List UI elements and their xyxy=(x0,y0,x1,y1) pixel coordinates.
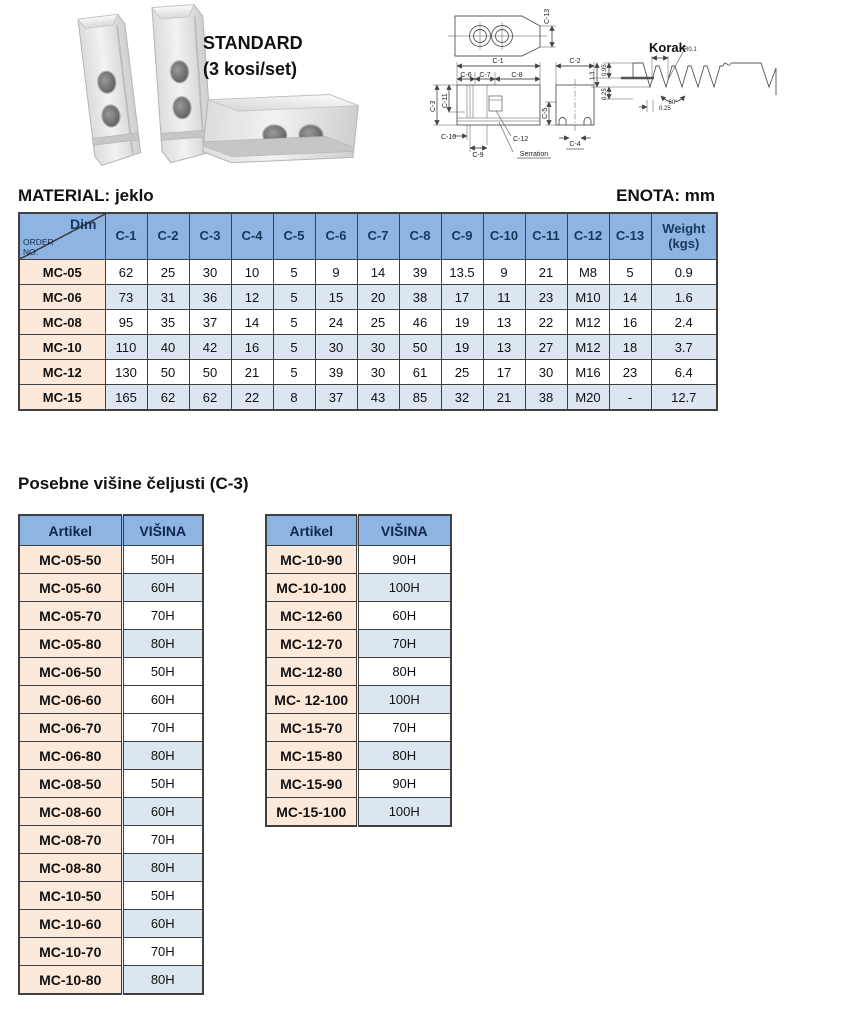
dimension-cell: 14 xyxy=(357,260,399,285)
dimension-cell: 10 xyxy=(231,260,273,285)
artikel-cell: MC-06-70 xyxy=(19,714,122,742)
table-row xyxy=(19,742,203,770)
artikel-cell: MC-15-90 xyxy=(266,770,357,798)
table-row xyxy=(19,854,203,882)
unit-label: ENOTA: mm xyxy=(616,186,715,205)
dim-label-c7: C-7 xyxy=(479,72,491,79)
dimension-cell: 11 xyxy=(483,285,525,310)
corner-order-label: ORDER NO. xyxy=(23,237,54,257)
special-heights-heading: Posebne višine čeljusti (C-3) xyxy=(18,474,249,493)
dimension-cell: 43 xyxy=(357,385,399,411)
dimension-cell: 0.9 xyxy=(651,260,717,285)
visina-cell: 50H xyxy=(122,658,203,686)
dimension-cell: 18 xyxy=(609,335,651,360)
dimension-cell: M10 xyxy=(567,285,609,310)
dimension-drawing xyxy=(425,0,842,175)
jaw-block-lying xyxy=(202,82,359,175)
visina-cell: 80H xyxy=(122,742,203,770)
dimension-cell: 22 xyxy=(525,310,567,335)
table-row xyxy=(19,285,717,310)
table-row xyxy=(19,602,203,630)
dimension-cell: 6.4 xyxy=(651,360,717,385)
dimension-cell: 5 xyxy=(273,260,315,285)
technical-drawing xyxy=(425,0,842,180)
header-row xyxy=(266,515,451,546)
dimension-cell: 30 xyxy=(189,260,231,285)
radius-label: R0.1 xyxy=(684,47,697,53)
dimension-cell: 30 xyxy=(357,360,399,385)
dimension-cell: 39 xyxy=(315,360,357,385)
visina-cell: 70H xyxy=(122,938,203,966)
dimension-cell: 19 xyxy=(441,335,483,360)
dimension-cell: M12 xyxy=(567,310,609,335)
artikel-cell: MC-08-50 xyxy=(19,770,122,798)
dimension-cell: 85 xyxy=(399,385,441,411)
column-header: C-7 xyxy=(357,213,399,260)
dimension-cell: 30 xyxy=(357,335,399,360)
dimension-cell: 165 xyxy=(105,385,147,411)
artikel-cell: MC-08-80 xyxy=(19,854,122,882)
dim-label-c6: C-6 xyxy=(460,72,472,79)
column-header: C-10 xyxy=(483,213,525,260)
dimension-cell: 32 xyxy=(441,385,483,411)
artikel-cell: MC-12-60 xyxy=(266,602,357,630)
order-no-cell: MC-05 xyxy=(19,260,105,285)
dim-label-c11: C-11 xyxy=(442,93,449,108)
artikel-cell: MC-10-60 xyxy=(19,910,122,938)
dimension-cell: 13 xyxy=(483,310,525,335)
dimension-cell: 50 xyxy=(189,360,231,385)
dimension-cell: 15 xyxy=(315,285,357,310)
dimension-cell: 2.4 xyxy=(651,310,717,335)
dimension-cell: 16 xyxy=(609,310,651,335)
column-header: C-6 xyxy=(315,213,357,260)
dimension-cell: 12 xyxy=(231,285,273,310)
dimension-cell: 39 xyxy=(399,260,441,285)
depth-mid-label: 1.3 xyxy=(590,71,596,80)
dimension-cell: 22 xyxy=(231,385,273,411)
column-header: C-8 xyxy=(399,213,441,260)
table-row xyxy=(19,938,203,966)
dimension-cell: 12.7 xyxy=(651,385,717,411)
dimension-cell: 61 xyxy=(399,360,441,385)
dimension-table xyxy=(18,212,718,411)
table-row xyxy=(19,770,203,798)
product-caption xyxy=(203,30,303,82)
table-row xyxy=(266,742,451,770)
artikel-cell: MC-10-70 xyxy=(19,938,122,966)
visina-cell: 70H xyxy=(122,826,203,854)
table-row xyxy=(19,798,203,826)
artikel-header: Artikel xyxy=(19,515,122,546)
dimension-cell: 50 xyxy=(399,335,441,360)
column-header: C-9 xyxy=(441,213,483,260)
dimension-cell: 62 xyxy=(105,260,147,285)
order-no-cell: MC-15 xyxy=(19,385,105,411)
dimension-cell: 46 xyxy=(399,310,441,335)
artikel-cell: MC-10-50 xyxy=(19,882,122,910)
dimension-cell: 30 xyxy=(315,335,357,360)
table-row xyxy=(19,546,203,574)
dimension-cell: 110 xyxy=(105,335,147,360)
column-header: Weight (kgs) xyxy=(651,213,717,260)
dimension-cell: 130 xyxy=(105,360,147,385)
dimension-cell: 16 xyxy=(231,335,273,360)
dimension-cell: 36 xyxy=(189,285,231,310)
artikel-cell: MC- 12-100 xyxy=(266,686,357,714)
visina-header: VIŠINA xyxy=(122,515,203,546)
dimension-cell: 5 xyxy=(273,335,315,360)
depth-top-label: 0.95 xyxy=(602,64,608,76)
table-row xyxy=(19,714,203,742)
table-row xyxy=(266,770,451,798)
artikel-cell: MC-15-100 xyxy=(266,798,357,827)
special-heights-table-right xyxy=(265,514,452,827)
artikel-cell: MC-05-70 xyxy=(19,602,122,630)
pitch-label: 0.25 xyxy=(659,106,671,112)
dimension-cell: 25 xyxy=(147,260,189,285)
dimension-cell: 17 xyxy=(441,285,483,310)
dimension-cell: 13.5 xyxy=(441,260,483,285)
order-no-cell: MC-12 xyxy=(19,360,105,385)
artikel-cell: MC-12-80 xyxy=(266,658,357,686)
artikel-header: Artikel xyxy=(266,515,357,546)
dimension-cell: 25 xyxy=(357,310,399,335)
dimension-cell: 27 xyxy=(525,335,567,360)
table-row xyxy=(19,360,717,385)
artikel-cell: MC-10-100 xyxy=(266,574,357,602)
dimension-cell: 5 xyxy=(609,260,651,285)
table-row xyxy=(266,714,451,742)
dimension-cell: 62 xyxy=(189,385,231,411)
visina-cell: 100H xyxy=(357,686,451,714)
visina-cell: 50H xyxy=(122,546,203,574)
dimension-cell: 37 xyxy=(189,310,231,335)
table-row xyxy=(19,826,203,854)
artikel-cell: MC-05-80 xyxy=(19,630,122,658)
header-row xyxy=(19,515,203,546)
artikel-cell: MC-15-70 xyxy=(266,714,357,742)
visina-cell: 60H xyxy=(122,798,203,826)
visina-cell: 80H xyxy=(122,630,203,658)
dim-label-c2: C-2 xyxy=(569,58,581,65)
table-row xyxy=(266,546,451,574)
column-header: C-13 xyxy=(609,213,651,260)
dim-label-c13: C-13 xyxy=(544,8,551,24)
dimension-cell: 5 xyxy=(273,360,315,385)
dimension-cell: 35 xyxy=(147,310,189,335)
corner-header-cell xyxy=(19,213,105,260)
visina-cell: 70H xyxy=(122,714,203,742)
corner-dim-label: Dim xyxy=(70,216,97,232)
visina-cell: 90H xyxy=(357,770,451,798)
visina-cell: 100H xyxy=(357,798,451,827)
column-header: C-1 xyxy=(105,213,147,260)
table-row xyxy=(266,574,451,602)
table-row xyxy=(19,630,203,658)
dimension-cell: 3.7 xyxy=(651,335,717,360)
table-row xyxy=(266,602,451,630)
dimension-cell: 20 xyxy=(357,285,399,310)
table-row xyxy=(19,260,717,285)
dimension-cell: 42 xyxy=(189,335,231,360)
dimension-cell: 17 xyxy=(483,360,525,385)
visina-cell: 70H xyxy=(122,602,203,630)
order-no-cell: MC-10 xyxy=(19,335,105,360)
serration-label: Serration xyxy=(519,151,549,158)
angle-label: 60° xyxy=(668,100,678,106)
dimension-cell: 95 xyxy=(105,310,147,335)
artikel-cell: MC-10-90 xyxy=(266,546,357,574)
material-label: MATERIAL: jeklo xyxy=(18,186,154,205)
table-row xyxy=(266,798,451,827)
order-no-cell: MC-06 xyxy=(19,285,105,310)
dimension-cell: 5 xyxy=(273,310,315,335)
product-photo xyxy=(50,0,380,180)
visina-cell: 50H xyxy=(122,770,203,798)
dimension-cell: 24 xyxy=(315,310,357,335)
dimension-cell: 21 xyxy=(231,360,273,385)
visina-cell: 80H xyxy=(122,854,203,882)
dimension-cell: 37 xyxy=(315,385,357,411)
caption-line-2: (3 kosi/set) xyxy=(203,59,298,80)
table-row xyxy=(19,910,203,938)
dimension-cell: 50 xyxy=(147,360,189,385)
artikel-cell: MC-06-80 xyxy=(19,742,122,770)
dimension-cell: 21 xyxy=(483,385,525,411)
column-header: C-5 xyxy=(273,213,315,260)
dimension-cell: 30 xyxy=(525,360,567,385)
column-header: C-2 xyxy=(147,213,189,260)
dimension-cell: M12 xyxy=(567,335,609,360)
table-row xyxy=(266,658,451,686)
table-row xyxy=(19,882,203,910)
dim-label-c4: C-4 xyxy=(569,141,581,148)
table-row xyxy=(266,630,451,658)
artikel-cell: MC-15-80 xyxy=(266,742,357,770)
table-row xyxy=(19,966,203,995)
visina-header: VIŠINA xyxy=(357,515,451,546)
artikel-cell: MC-06-50 xyxy=(19,658,122,686)
artikel-cell: MC-08-60 xyxy=(19,798,122,826)
visina-cell: 60H xyxy=(122,686,203,714)
dimension-cell: 38 xyxy=(525,385,567,411)
dim-label-c1: C-1 xyxy=(492,58,504,65)
dimension-cell: 19 xyxy=(441,310,483,335)
artikel-cell: MC-05-50 xyxy=(19,546,122,574)
visina-cell: 90H xyxy=(357,546,451,574)
artikel-cell: MC-12-70 xyxy=(266,630,357,658)
visina-cell: 80H xyxy=(122,966,203,995)
depth-bottom-label: 0.25 xyxy=(602,88,608,100)
column-header: C-11 xyxy=(525,213,567,260)
header-row xyxy=(19,213,717,260)
column-header: C-4 xyxy=(231,213,273,260)
table-row xyxy=(19,574,203,602)
dimension-cell: 38 xyxy=(399,285,441,310)
dimension-cell: M20 xyxy=(567,385,609,411)
dimension-cell: - xyxy=(609,385,651,411)
jaw-blocks-image xyxy=(50,0,380,175)
visina-cell: 60H xyxy=(122,574,203,602)
dimension-cell: 14 xyxy=(231,310,273,335)
visina-cell: 80H xyxy=(357,742,451,770)
visina-cell: 50H xyxy=(122,882,203,910)
jaw-block-left xyxy=(78,14,142,167)
dimension-cell: 1.6 xyxy=(651,285,717,310)
dimension-cell: 23 xyxy=(609,360,651,385)
artikel-cell: MC-05-60 xyxy=(19,574,122,602)
dimension-cell: 31 xyxy=(147,285,189,310)
visina-cell: 70H xyxy=(357,630,451,658)
dimension-cell: 25 xyxy=(441,360,483,385)
order-no-cell: MC-08 xyxy=(19,310,105,335)
dim-label-c3: C-3 xyxy=(430,100,437,112)
dimension-cell: 9 xyxy=(315,260,357,285)
dimension-cell: M16 xyxy=(567,360,609,385)
dimension-cell: 9 xyxy=(483,260,525,285)
dim-label-c5: C-5 xyxy=(542,107,549,119)
visina-cell: 60H xyxy=(357,602,451,630)
korak-label: Korak xyxy=(649,40,686,55)
dimension-cell: 14 xyxy=(609,285,651,310)
dim-label-c12: C-12 xyxy=(513,136,529,143)
visina-cell: 60H xyxy=(122,910,203,938)
table-row xyxy=(19,658,203,686)
table-row xyxy=(19,335,717,360)
table-row xyxy=(266,686,451,714)
table-row xyxy=(19,686,203,714)
dimension-cell: 23 xyxy=(525,285,567,310)
dimension-cell: 8 xyxy=(273,385,315,411)
dimension-cell: 62 xyxy=(147,385,189,411)
dimension-cell: 73 xyxy=(105,285,147,310)
artikel-cell: MC-06-60 xyxy=(19,686,122,714)
dim-label-c9: C-9 xyxy=(472,152,484,159)
special-heights-table-left xyxy=(18,514,204,995)
visina-cell: 100H xyxy=(357,574,451,602)
dim-label-c8: C-8 xyxy=(511,72,523,79)
dimension-cell: 21 xyxy=(525,260,567,285)
dim-label-c10: C-10 xyxy=(441,134,457,141)
dimension-cell: 5 xyxy=(273,285,315,310)
dimension-cell: 13 xyxy=(483,335,525,360)
dimension-cell: M8 xyxy=(567,260,609,285)
dimension-cell: 40 xyxy=(147,335,189,360)
caption-line-1: STANDARD xyxy=(203,33,303,53)
table-row xyxy=(19,310,717,335)
visina-cell: 70H xyxy=(357,714,451,742)
table-row xyxy=(19,385,717,411)
artikel-cell: MC-10-80 xyxy=(19,966,122,995)
column-header: C-12 xyxy=(567,213,609,260)
column-header: C-3 xyxy=(189,213,231,260)
artikel-cell: MC-08-70 xyxy=(19,826,122,854)
visina-cell: 80H xyxy=(357,658,451,686)
